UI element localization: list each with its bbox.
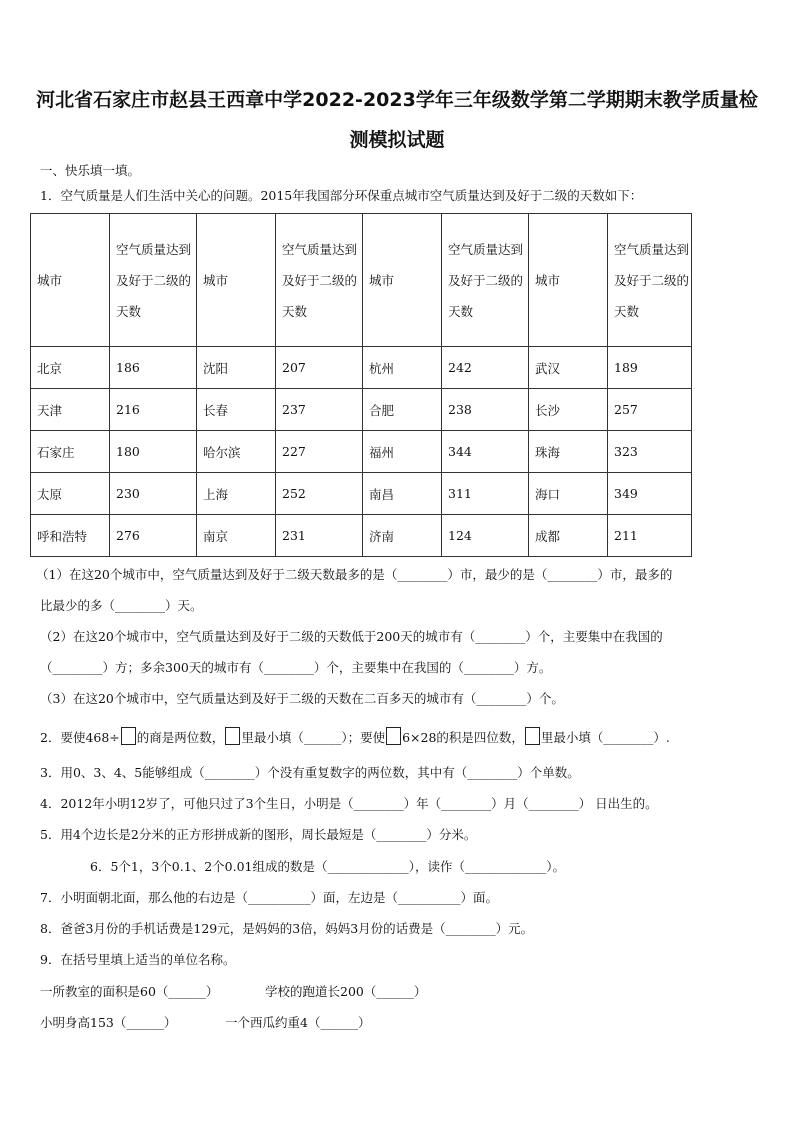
table-cell: 180 — [110, 431, 197, 473]
table-cell: 合肥 — [363, 389, 442, 431]
table-header-row — [31, 214, 692, 347]
blank-box — [386, 727, 401, 745]
question-2-part5: 里最小填（________）. — [540, 730, 670, 745]
blank-box — [121, 727, 136, 745]
table-row — [31, 431, 692, 473]
table-cell: 天津 — [31, 389, 110, 431]
table-cell: 231 — [276, 515, 363, 557]
table-cell: 南京 — [197, 515, 276, 557]
table-cell: 276 — [110, 515, 197, 557]
page-title-line2: 测模拟试题 — [349, 129, 445, 151]
table-cell: 124 — [442, 515, 529, 557]
table-row — [31, 515, 692, 557]
table-header-cell: 城市 — [197, 214, 276, 347]
table-cell: 呼和浩特 — [31, 515, 110, 557]
table-cell: 186 — [110, 347, 197, 389]
question-5: 5．用4个边长是2分米的正方形拼成新的图形，周长最短是（________）分米。 — [40, 827, 477, 842]
blank-box — [225, 727, 240, 745]
table-header-cell: 空气质量达到及好于二级的天数 — [276, 214, 363, 347]
table-cell: 323 — [608, 431, 692, 473]
table-cell: 349 — [608, 473, 692, 515]
table-row — [31, 347, 692, 389]
table-cell: 太原 — [31, 473, 110, 515]
question-1-sub1-line2: 比最少的多（________）天。 — [40, 598, 203, 613]
page-title-line1: 河北省石家庄市赵县王西章中学2022-2023学年三年级数学第二学期期末教学质量检 — [36, 89, 758, 111]
question-2 — [40, 727, 670, 747]
question-2-part3: 里最小填（______）；要使 — [241, 730, 386, 745]
table-row — [31, 389, 692, 431]
table-cell: 257 — [608, 389, 692, 431]
table-cell: 南昌 — [363, 473, 442, 515]
table-header-cell: 空气质量达到及好于二级的天数 — [608, 214, 692, 347]
table-header-cell: 城市 — [31, 214, 110, 347]
table-cell: 238 — [442, 389, 529, 431]
question-3: 3．用0、3、4、5能够组成（________）个没有重复数字的两位数，其中有（________）个单数。 — [40, 765, 580, 780]
question-1-sub2-line2: （________）方；多余300天的城市有（________）个，主要集中在我国的（________）方。 — [40, 660, 552, 675]
table-cell: 济南 — [363, 515, 442, 557]
table-cell: 216 — [110, 389, 197, 431]
table-cell: 上海 — [197, 473, 276, 515]
question-1-sub3: （3）在这20个城市中，空气质量达到及好于二级的天数在二百多天的城市有（________）个。 — [40, 691, 564, 706]
table-cell: 252 — [276, 473, 363, 515]
air-quality-table — [30, 213, 692, 557]
table-cell: 珠海 — [529, 431, 608, 473]
table-cell: 海口 — [529, 473, 608, 515]
question-4: 4．2012年小明12岁了，可他只过了3个生日，小明是（________）年（________）月（________） 日出生的。 — [40, 796, 658, 811]
table-cell: 石家庄 — [31, 431, 110, 473]
table-header-cell: 空气质量达到及好于二级的天数 — [442, 214, 529, 347]
table-cell: 189 — [608, 347, 692, 389]
table-cell: 344 — [442, 431, 529, 473]
question-2-part2: 的商是两位数， — [136, 730, 225, 745]
table-cell: 311 — [442, 473, 529, 515]
question-9-item3: 小明身高153（______） — [40, 1015, 177, 1030]
table-header-cell: 空气质量达到及好于二级的天数 — [110, 214, 197, 347]
table-cell: 杭州 — [363, 347, 442, 389]
section-heading: 一、快乐填一填。 — [40, 163, 141, 178]
table-header-cell: 城市 — [529, 214, 608, 347]
question-6: 6．5个1，3个0.1、2个0.01组成的数是（_____________），读作（_____________）。 — [90, 859, 565, 874]
question-9-item4: 一个西瓜约重4（______） — [225, 1015, 371, 1030]
table-row — [31, 473, 692, 515]
question-1-sub2-line1: （2）在这20个城市中，空气质量达到及好于二级的天数低于200天的城市有（________）个，主要集中在我国的 — [40, 629, 663, 644]
table-cell: 武汉 — [529, 347, 608, 389]
question-2-part4: 6×28的积是四位数， — [402, 730, 524, 745]
table-cell: 242 — [442, 347, 529, 389]
table-cell: 230 — [110, 473, 197, 515]
table-cell: 福州 — [363, 431, 442, 473]
table-cell: 211 — [608, 515, 692, 557]
table-cell: 北京 — [31, 347, 110, 389]
table-cell: 沈阳 — [197, 347, 276, 389]
question-1-sub1-line1: （1）在这20个城市中，空气质量达到及好于二级天数最多的是（________）市，最少的是（________）市，最多的 — [36, 567, 673, 582]
question-7: 7．小明面朝北面，那么他的右边是（__________）面，左边是（__________）面。 — [40, 890, 498, 905]
question-9-stem: 9．在括号里填上适当的单位名称。 — [40, 952, 236, 967]
question-9-item2: 学校的跑道长200（______） — [265, 984, 427, 999]
table-cell: 长沙 — [529, 389, 608, 431]
table-cell: 哈尔滨 — [197, 431, 276, 473]
question-2-part1: 2．要使468÷ — [40, 730, 120, 745]
table-header-cell: 城市 — [363, 214, 442, 347]
table-cell: 227 — [276, 431, 363, 473]
table-cell: 207 — [276, 347, 363, 389]
question-1-stem: 1．空气质量是人们生活中关心的问题。2015年我国部分环保重点城市空气质量达到及好于二级的天数如下： — [40, 188, 643, 203]
question-8: 8．爸爸3月份的手机话费是129元，是妈妈的3倍，妈妈3月份的话费是（________）元。 — [40, 921, 534, 936]
table-cell: 237 — [276, 389, 363, 431]
table-cell: 成都 — [529, 515, 608, 557]
blank-box — [525, 727, 540, 745]
question-9-item1: 一所教室的面积是60（______） — [40, 984, 219, 999]
table-cell: 长春 — [197, 389, 276, 431]
